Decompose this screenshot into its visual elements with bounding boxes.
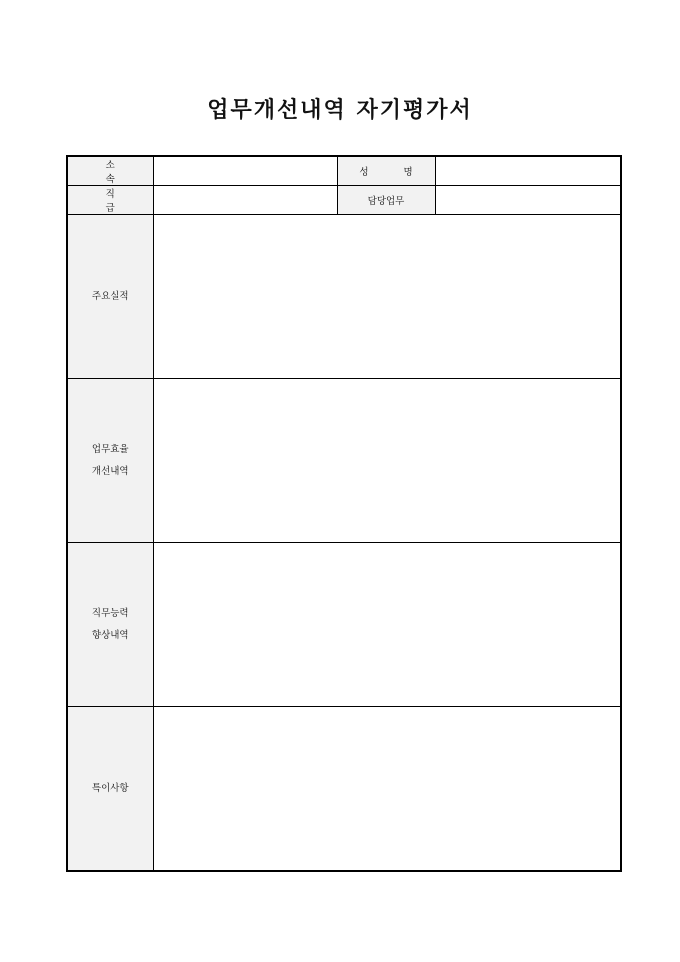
position-field[interactable] bbox=[153, 186, 337, 215]
section-label-line: 개선내역 bbox=[91, 465, 129, 477]
efficiency-improvement-label bbox=[67, 379, 153, 543]
competency-improvement-label bbox=[67, 543, 153, 707]
duty-field[interactable] bbox=[435, 186, 621, 215]
main-achievements-label bbox=[67, 215, 153, 379]
section-row bbox=[67, 543, 621, 707]
duty-label: 담당업무 bbox=[337, 186, 435, 215]
section-label-line: 주요실적 bbox=[91, 290, 129, 302]
special-notes-label bbox=[67, 707, 153, 872]
section-label-line: 직무능력 bbox=[91, 607, 129, 619]
section-label-line: 특이사항 bbox=[91, 782, 129, 794]
header-row bbox=[67, 156, 621, 186]
section-label-line: 업무효율 bbox=[91, 443, 129, 455]
special-notes-field[interactable] bbox=[153, 707, 621, 872]
name-field[interactable] bbox=[435, 156, 621, 186]
section-row bbox=[67, 215, 621, 379]
efficiency-improvement-field[interactable] bbox=[153, 379, 621, 543]
main-achievements-field[interactable] bbox=[153, 215, 621, 379]
affiliation-field[interactable] bbox=[153, 156, 337, 186]
header-row bbox=[67, 186, 621, 215]
section-row bbox=[67, 379, 621, 543]
document-title: 업무개선내역 자기평가서 bbox=[207, 98, 473, 123]
affiliation-label: 소 속 bbox=[67, 156, 153, 186]
evaluation-form-table bbox=[66, 155, 622, 872]
position-label: 직 급 bbox=[67, 186, 153, 215]
name-label: 성 명 bbox=[337, 156, 435, 186]
competency-improvement-field[interactable] bbox=[153, 543, 621, 707]
section-row bbox=[67, 707, 621, 872]
section-label-line: 향상내역 bbox=[91, 629, 129, 641]
